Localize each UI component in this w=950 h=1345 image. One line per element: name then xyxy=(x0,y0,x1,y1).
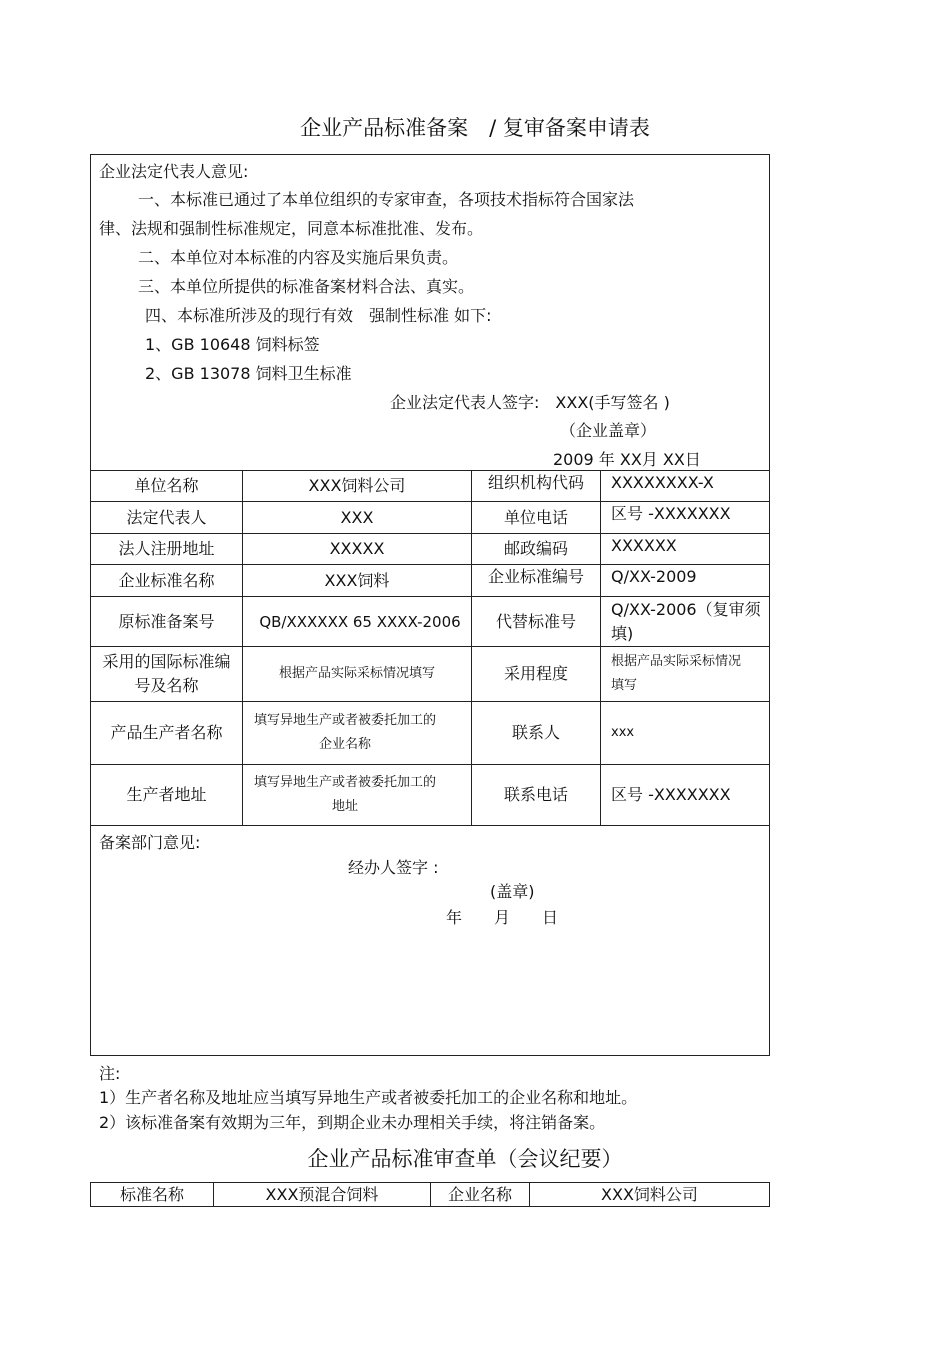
opinion-p1-line1: 一、本标准已通过了本单位组织的专家审查，各项技术指标符合国家法 xyxy=(138,190,635,209)
value-producer-name: 填写异地生产或者被委托加工的企业名称 xyxy=(253,713,436,752)
value-replaced-standard: Q/XX-2006（复审须填) xyxy=(611,600,761,643)
value-standard-number: Q/XX-2009 xyxy=(611,567,697,586)
note-1: 1）生产者名称及地址应当填写异地生产或者被委托加工的企业名称和地址。 xyxy=(99,1088,638,1107)
opinion-p3: 三、本单位所提供的标准备案材料合法、真实。 xyxy=(138,277,475,296)
label-standard-name: 企业标准名称 xyxy=(118,570,215,590)
label-contact-phone: 联系电话 xyxy=(503,785,568,804)
label-legal-rep: 法定代表人 xyxy=(126,507,207,527)
dept-date: 年 月 日 xyxy=(446,908,559,927)
value-international-standard: 根据产品实际采标情况填写 xyxy=(278,666,435,681)
review-value-standard-name: XXX预混合饲料 xyxy=(265,1184,379,1204)
standard-item-2: 2、GB 13078 饲料卫生标准 xyxy=(145,364,352,383)
notes-label: 注: xyxy=(99,1064,121,1083)
representative-signature: 企业法定代表人签字: XXX(手写签名 ) xyxy=(390,393,670,412)
value-contact-phone: 区号 -XXXXXXX xyxy=(611,785,731,804)
label-adoption-degree: 采用程度 xyxy=(503,664,568,683)
note-2: 2）该标准备案有效期为三年，到期企业未办理相关手续，将注销备案。 xyxy=(99,1113,606,1132)
form-title: 企业产品标准备案 / 复审备案申请表 xyxy=(300,116,650,140)
dept-seal: (盖章) xyxy=(490,882,535,901)
label-replaced-standard: 代替标准号 xyxy=(495,611,576,631)
value-contact-person: xxx xyxy=(611,725,635,740)
label-unit-phone: 单位电话 xyxy=(503,507,568,527)
opinion-p4: 四、本标准所涉及的现行有效 强制性标准 如下: xyxy=(145,306,492,325)
label-producer-name: 产品生产者名称 xyxy=(110,723,223,742)
standard-item-1: 1、GB 10648 饲料标签 xyxy=(145,335,320,354)
label-standard-number: 企业标准编号 xyxy=(487,567,584,586)
value-legal-rep: XXX xyxy=(340,507,374,527)
value-adoption-degree: 根据产品实际采标情况填写 xyxy=(611,654,742,693)
label-registered-address: 法人注册地址 xyxy=(118,539,215,558)
value-original-filing-number: QB/XXXXXX 65 XXXX-2006 xyxy=(259,612,461,631)
review-title: 企业产品标准审查单（会议纪要） xyxy=(307,1147,623,1171)
review-value-company-name: XXX饲料公司 xyxy=(601,1184,698,1204)
handler-signature: 经办人签字 : xyxy=(348,858,439,877)
value-standard-name: XXX饲料 xyxy=(324,570,390,590)
dept-opinion-label: 备案部门意见: xyxy=(99,833,201,852)
label-producer-address: 生产者地址 xyxy=(126,785,207,804)
label-contact-person: 联系人 xyxy=(511,723,560,742)
enterprise-seal: （企业盖章） xyxy=(560,421,657,440)
label-org-code: 组织机构代码 xyxy=(487,473,584,492)
label-postal-code: 邮政编码 xyxy=(503,539,568,558)
label-original-filing-number: 原标准备案号 xyxy=(118,611,215,631)
opinion-date: 2009 年 XX月 XX日 xyxy=(553,450,701,469)
value-registered-address: XXXXX xyxy=(329,539,385,558)
opinion-p2: 二、本单位对本标准的内容及实施后果负责。 xyxy=(138,248,459,267)
review-label-company-name: 企业名称 xyxy=(447,1184,512,1204)
value-unit-phone: 区号 -XXXXXXX xyxy=(611,504,731,523)
value-producer-address: 填写异地生产或者被委托加工的地址 xyxy=(253,775,436,814)
label-unit-name: 单位名称 xyxy=(134,476,199,495)
value-unit-name: XXX饲料公司 xyxy=(308,476,406,495)
label-international-standard: 采用的国际标准编号及名称 xyxy=(102,652,231,695)
review-label-standard-name: 标准名称 xyxy=(119,1184,184,1204)
value-org-code: XXXXXXXX-X xyxy=(611,473,714,492)
value-postal-code: XXXXXX xyxy=(611,536,677,555)
opinion-p1-line2: 律、法规和强制性标准规定，同意本标准批准、发布。 xyxy=(99,219,484,238)
opinion-label: 企业法定代表人意见: xyxy=(99,162,249,181)
